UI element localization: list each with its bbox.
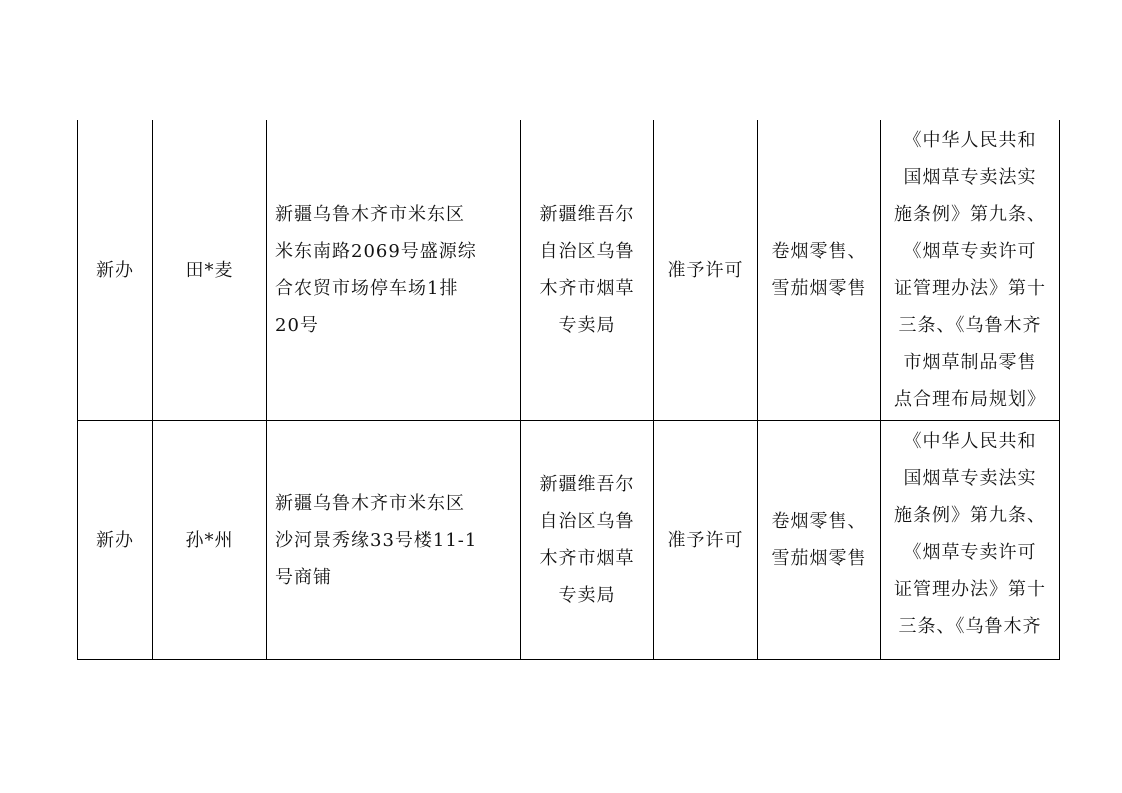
license-table	[77, 120, 1060, 660]
cell-basis	[881, 421, 1060, 660]
address-text: 新疆乌鲁木齐市米东区 米东南路2069号盛源综 合农贸市场停车场1排 20号	[275, 204, 477, 336]
cell-organ	[521, 120, 654, 421]
table-row	[78, 120, 1060, 421]
name-text: 田*麦	[185, 259, 234, 281]
cell-type	[78, 421, 153, 660]
result-text: 准予许可	[667, 259, 744, 281]
type-text: 新办	[96, 259, 134, 281]
scope-text: 卷烟零售、 雪茄烟零售	[771, 511, 867, 569]
cell-name	[153, 421, 267, 660]
cell-address	[267, 120, 521, 421]
name-text: 孙*州	[185, 529, 234, 551]
table-row	[78, 421, 1060, 660]
cell-organ	[521, 421, 654, 660]
organ-text: 新疆维吾尔 自治区乌鲁 木齐市烟草 专卖局	[539, 204, 635, 336]
basis-text: 《中华人民共和 国烟草专卖法实 施条例》第九条、 《烟草专卖许可 证管理办法》第十 三条、《乌鲁木齐 市烟草制品零售 点合理布局规划》	[894, 130, 1046, 410]
result-text: 准予许可	[667, 529, 744, 551]
organ-text: 新疆维吾尔 自治区乌鲁 木齐市烟草 专卖局	[539, 474, 635, 606]
cell-type	[78, 120, 153, 421]
cell-scope	[758, 120, 881, 421]
type-text: 新办	[96, 529, 134, 551]
cell-result	[654, 120, 758, 421]
cell-basis	[881, 120, 1060, 421]
address-text: 新疆乌鲁木齐市米东区 沙河景秀缘33号楼11-1 号商铺	[275, 492, 478, 588]
cell-name	[153, 120, 267, 421]
cell-address	[267, 421, 521, 660]
basis-text: 《中华人民共和 国烟草专卖法实 施条例》第九条、 《烟草专卖许可 证管理办法》第十 三条、《乌鲁木齐	[894, 431, 1046, 637]
scope-text: 卷烟零售、 雪茄烟零售	[771, 241, 867, 299]
cell-scope	[758, 421, 881, 660]
cell-result	[654, 421, 758, 660]
